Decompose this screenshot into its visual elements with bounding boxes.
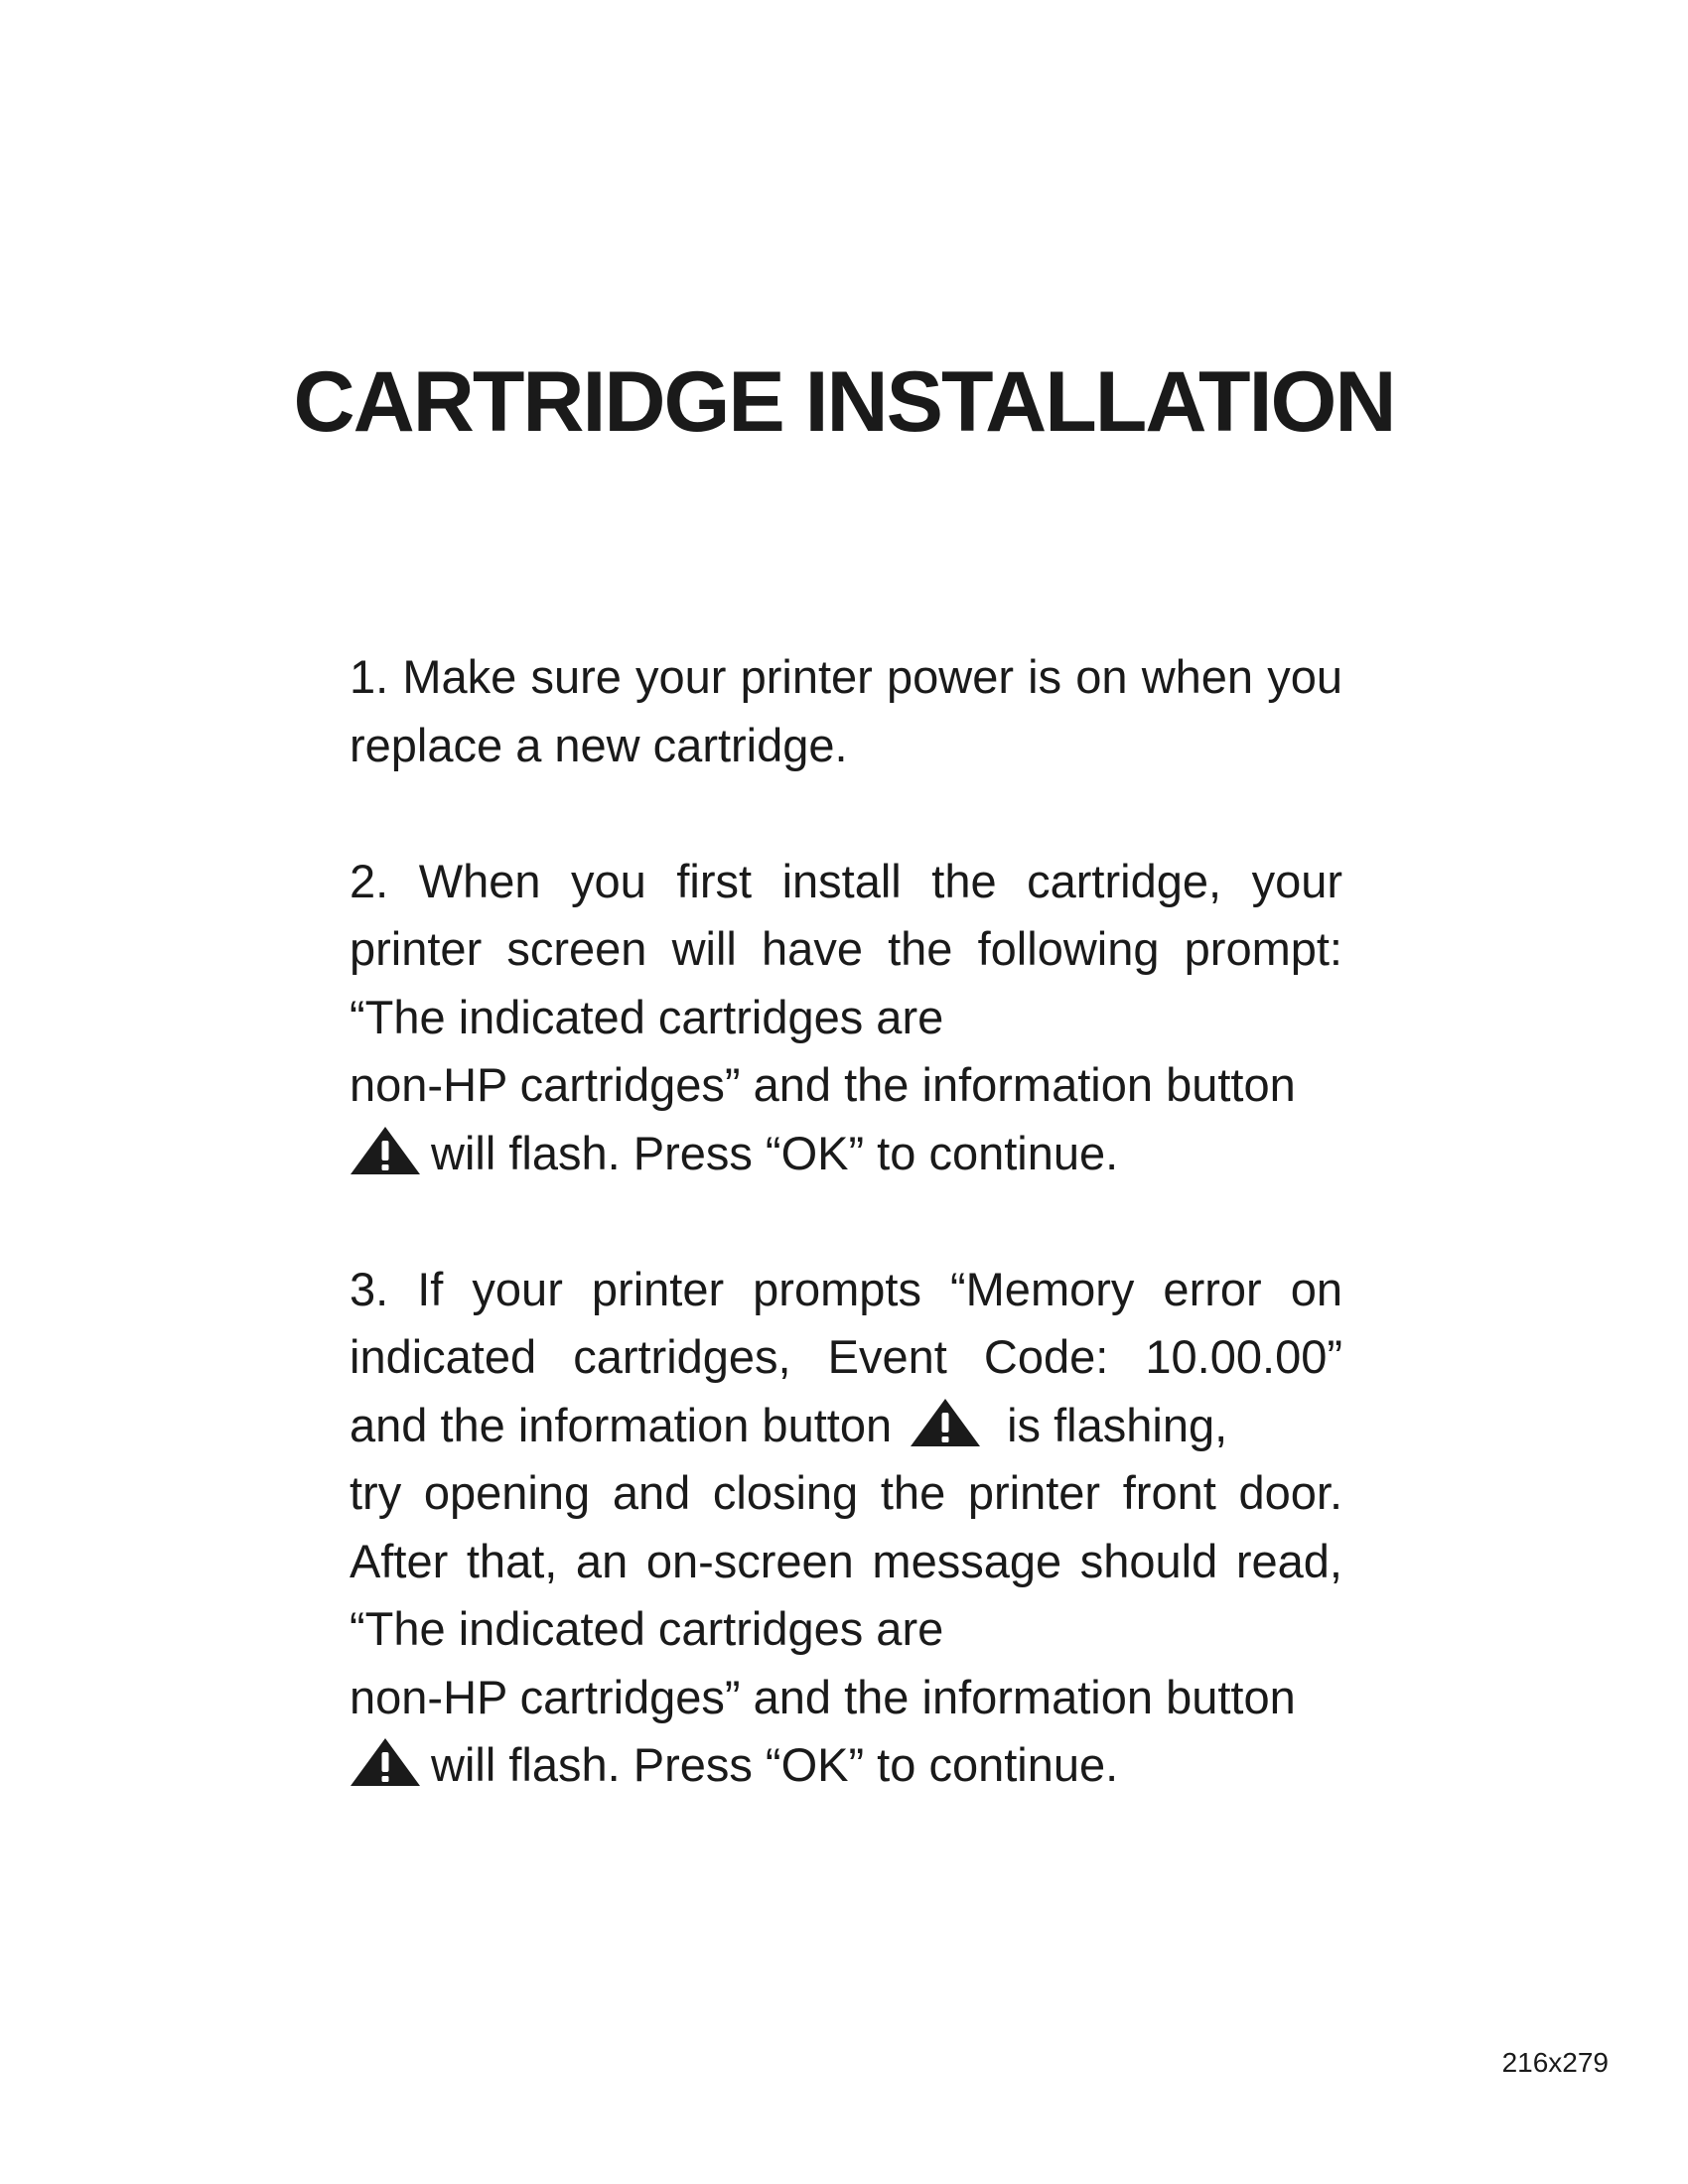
- step-2-line-4: non-HP cartridges” and the information button: [350, 1058, 1296, 1111]
- step-3-line-7: non-HP cartridges” and the information button: [350, 1670, 1296, 1723]
- page-size-label: 216x279: [1501, 2047, 1609, 2078]
- step-3-line-3: [350, 1392, 1342, 1460]
- step-1-line-2: replace a new cartridge.: [350, 718, 848, 771]
- step-3: [350, 1256, 1342, 1800]
- step-2: [350, 848, 1342, 1188]
- warning-icon: [350, 1126, 421, 1175]
- step-1: [350, 643, 1342, 779]
- step-3-line-3-text-b: is flashing,: [1007, 1398, 1228, 1451]
- warning-icon: [910, 1398, 981, 1447]
- step-2-line-5-text: will flash. Press “OK” to continue.: [431, 1126, 1119, 1179]
- step-3-line-8-text: will flash. Press “OK” to continue.: [431, 1738, 1119, 1791]
- step-3-line-3-text-a: and the information button: [350, 1398, 893, 1451]
- step-2-line-5: [350, 1120, 1342, 1188]
- step-2-line-1: 2. When you first install the cartridge, your: [350, 854, 1342, 907]
- step-1-line-1: 1. Make sure your printer power is on when you: [350, 650, 1342, 703]
- step-3-line-6: “The indicated cartridges are: [350, 1602, 944, 1655]
- step-2-line-3: “The indicated cartridges are: [350, 990, 944, 1043]
- warning-icon: [350, 1737, 421, 1787]
- step-2-line-2: printer screen will have the following prompt:: [350, 922, 1342, 975]
- step-3-line-1: 3. If your printer prompts “Memory error on: [350, 1262, 1342, 1315]
- step-3-line-4: try opening and closing the printer front door.: [350, 1466, 1342, 1519]
- step-3-line-2: indicated cartridges, Event Code: 10.00.00”: [350, 1330, 1342, 1383]
- instructions: [350, 643, 1342, 1867]
- step-3-line-8: [350, 1731, 1342, 1800]
- page-title: CARTRIDGE INSTALLATION: [293, 354, 1395, 450]
- step-3-line-5: After that, an on-screen message should read,: [350, 1534, 1342, 1587]
